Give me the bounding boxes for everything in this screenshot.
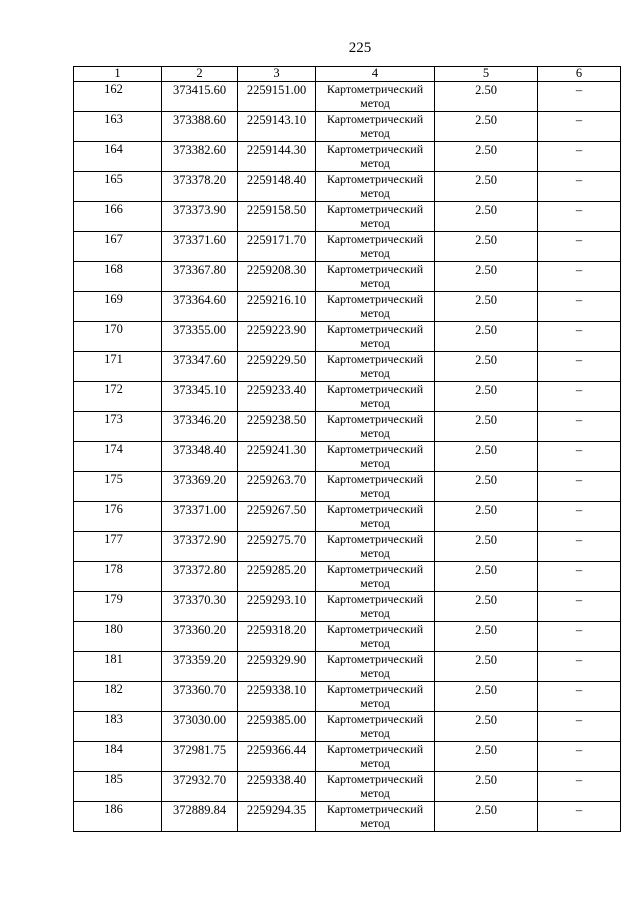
table-row	[74, 592, 621, 622]
note-cell: –	[538, 712, 621, 742]
y-coordinate-cell: 2259263.70	[238, 472, 316, 502]
note-cell: –	[538, 262, 621, 292]
table-row	[74, 532, 621, 562]
accuracy-cell: 2.50	[435, 592, 538, 622]
point-number-cell: 168	[74, 262, 162, 292]
y-coordinate-cell: 2259216.10	[238, 292, 316, 322]
y-coordinate-cell: 2259171.70	[238, 232, 316, 262]
accuracy-cell: 2.50	[435, 802, 538, 832]
y-coordinate-cell: 2259143.10	[238, 112, 316, 142]
x-coordinate-cell: 373345.10	[162, 382, 238, 412]
point-number-cell: 181	[74, 652, 162, 682]
y-coordinate-cell: 2259338.40	[238, 772, 316, 802]
x-coordinate-cell: 373382.60	[162, 142, 238, 172]
method-cell: Картометрический метод	[316, 112, 435, 142]
accuracy-cell: 2.50	[435, 562, 538, 592]
table-row	[74, 472, 621, 502]
method-cell: Картометрический метод	[316, 502, 435, 532]
note-cell: –	[538, 502, 621, 532]
method-cell: Картометрический метод	[316, 412, 435, 442]
y-coordinate-cell: 2259148.40	[238, 172, 316, 202]
point-number-cell: 173	[74, 412, 162, 442]
y-coordinate-cell: 2259285.20	[238, 562, 316, 592]
point-number-cell: 165	[74, 172, 162, 202]
y-coordinate-cell: 2259338.10	[238, 682, 316, 712]
y-coordinate-cell: 2259329.90	[238, 652, 316, 682]
x-coordinate-cell: 373030.00	[162, 712, 238, 742]
page-number: 225	[348, 40, 372, 56]
table-row	[74, 742, 621, 772]
x-coordinate-cell: 373415.60	[162, 82, 238, 112]
column-header: 6	[538, 67, 621, 82]
note-cell: –	[538, 652, 621, 682]
point-number-cell: 185	[74, 772, 162, 802]
point-number-cell: 174	[74, 442, 162, 472]
note-cell: –	[538, 442, 621, 472]
method-cell: Картометрический метод	[316, 382, 435, 412]
point-number-cell: 180	[74, 622, 162, 652]
accuracy-cell: 2.50	[435, 412, 538, 442]
table-row	[74, 292, 621, 322]
y-coordinate-cell: 2259294.35	[238, 802, 316, 832]
method-cell: Картометрический метод	[316, 562, 435, 592]
table-header	[74, 67, 621, 82]
point-number-cell: 171	[74, 352, 162, 382]
x-coordinate-cell: 373378.20	[162, 172, 238, 202]
note-cell: –	[538, 532, 621, 562]
x-coordinate-cell: 373364.60	[162, 292, 238, 322]
note-cell: –	[538, 112, 621, 142]
accuracy-cell: 2.50	[435, 532, 538, 562]
y-coordinate-cell: 2259144.30	[238, 142, 316, 172]
x-coordinate-cell: 373359.20	[162, 652, 238, 682]
x-coordinate-cell: 372981.75	[162, 742, 238, 772]
method-cell: Картометрический метод	[316, 622, 435, 652]
point-number-cell: 179	[74, 592, 162, 622]
method-cell: Картометрический метод	[316, 472, 435, 502]
method-cell: Картометрический метод	[316, 232, 435, 262]
method-cell: Картометрический метод	[316, 142, 435, 172]
table-row	[74, 262, 621, 292]
note-cell: –	[538, 82, 621, 112]
x-coordinate-cell: 372889.84	[162, 802, 238, 832]
y-coordinate-cell: 2259275.70	[238, 532, 316, 562]
y-coordinate-cell: 2259293.10	[238, 592, 316, 622]
column-header: 1	[74, 67, 162, 82]
accuracy-cell: 2.50	[435, 682, 538, 712]
note-cell: –	[538, 682, 621, 712]
method-cell: Картометрический метод	[316, 772, 435, 802]
point-number-cell: 182	[74, 682, 162, 712]
x-coordinate-cell: 373388.60	[162, 112, 238, 142]
method-cell: Картометрический метод	[316, 742, 435, 772]
accuracy-cell: 2.50	[435, 652, 538, 682]
point-number-cell: 184	[74, 742, 162, 772]
method-cell: Картометрический метод	[316, 532, 435, 562]
method-cell: Картометрический метод	[316, 292, 435, 322]
table-row	[74, 652, 621, 682]
table-row	[74, 412, 621, 442]
method-cell: Картометрический метод	[316, 442, 435, 472]
y-coordinate-cell: 2259223.90	[238, 322, 316, 352]
table-row	[74, 202, 621, 232]
note-cell: –	[538, 202, 621, 232]
header-row	[74, 67, 621, 82]
accuracy-cell: 2.50	[435, 172, 538, 202]
table-row	[74, 112, 621, 142]
accuracy-cell: 2.50	[435, 82, 538, 112]
accuracy-cell: 2.50	[435, 292, 538, 322]
note-cell: –	[538, 172, 621, 202]
accuracy-cell: 2.50	[435, 112, 538, 142]
x-coordinate-cell: 373347.60	[162, 352, 238, 382]
point-number-cell: 177	[74, 532, 162, 562]
table-row	[74, 382, 621, 412]
note-cell: –	[538, 562, 621, 592]
note-cell: –	[538, 412, 621, 442]
x-coordinate-cell: 373346.20	[162, 412, 238, 442]
method-cell: Картометрический метод	[316, 592, 435, 622]
x-coordinate-cell: 373371.00	[162, 502, 238, 532]
y-coordinate-cell: 2259241.30	[238, 442, 316, 472]
y-coordinate-cell: 2259208.30	[238, 262, 316, 292]
method-cell: Картометрический метод	[316, 172, 435, 202]
coordinates-table	[73, 66, 621, 832]
table-row	[74, 172, 621, 202]
accuracy-cell: 2.50	[435, 142, 538, 172]
x-coordinate-cell: 373371.60	[162, 232, 238, 262]
x-coordinate-cell: 373372.90	[162, 532, 238, 562]
accuracy-cell: 2.50	[435, 742, 538, 772]
table-row	[74, 502, 621, 532]
note-cell: –	[538, 742, 621, 772]
accuracy-cell: 2.50	[435, 262, 538, 292]
note-cell: –	[538, 232, 621, 262]
accuracy-cell: 2.50	[435, 232, 538, 262]
y-coordinate-cell: 2259318.20	[238, 622, 316, 652]
table-row	[74, 232, 621, 262]
table-row	[74, 802, 621, 832]
note-cell: –	[538, 622, 621, 652]
method-cell: Картометрический метод	[316, 82, 435, 112]
point-number-cell: 183	[74, 712, 162, 742]
point-number-cell: 167	[74, 232, 162, 262]
table-row	[74, 682, 621, 712]
point-number-cell: 162	[74, 82, 162, 112]
y-coordinate-cell: 2259233.40	[238, 382, 316, 412]
method-cell: Картометрический метод	[316, 262, 435, 292]
y-coordinate-cell: 2259267.50	[238, 502, 316, 532]
column-header: 3	[238, 67, 316, 82]
point-number-cell: 172	[74, 382, 162, 412]
table-row	[74, 562, 621, 592]
table-row	[74, 712, 621, 742]
method-cell: Картометрический метод	[316, 322, 435, 352]
x-coordinate-cell: 373360.20	[162, 622, 238, 652]
accuracy-cell: 2.50	[435, 202, 538, 232]
note-cell: –	[538, 292, 621, 322]
point-number-cell: 175	[74, 472, 162, 502]
accuracy-cell: 2.50	[435, 772, 538, 802]
table-body	[74, 82, 621, 832]
x-coordinate-cell: 373370.30	[162, 592, 238, 622]
point-number-cell: 186	[74, 802, 162, 832]
y-coordinate-cell: 2259158.50	[238, 202, 316, 232]
table-row	[74, 442, 621, 472]
x-coordinate-cell: 373373.90	[162, 202, 238, 232]
method-cell: Картометрический метод	[316, 202, 435, 232]
method-cell: Картометрический метод	[316, 712, 435, 742]
note-cell: –	[538, 772, 621, 802]
accuracy-cell: 2.50	[435, 382, 538, 412]
note-cell: –	[538, 352, 621, 382]
table-row	[74, 142, 621, 172]
x-coordinate-cell: 372932.70	[162, 772, 238, 802]
table-row	[74, 772, 621, 802]
point-number-cell: 178	[74, 562, 162, 592]
table-row	[74, 322, 621, 352]
point-number-cell: 170	[74, 322, 162, 352]
column-header: 2	[162, 67, 238, 82]
accuracy-cell: 2.50	[435, 472, 538, 502]
accuracy-cell: 2.50	[435, 352, 538, 382]
column-header: 5	[435, 67, 538, 82]
x-coordinate-cell: 373369.20	[162, 472, 238, 502]
method-cell: Картометрический метод	[316, 682, 435, 712]
method-cell: Картометрический метод	[316, 352, 435, 382]
point-number-cell: 164	[74, 142, 162, 172]
accuracy-cell: 2.50	[435, 622, 538, 652]
note-cell: –	[538, 802, 621, 832]
x-coordinate-cell: 373348.40	[162, 442, 238, 472]
table-row	[74, 622, 621, 652]
accuracy-cell: 2.50	[435, 442, 538, 472]
note-cell: –	[538, 592, 621, 622]
accuracy-cell: 2.50	[435, 502, 538, 532]
accuracy-cell: 2.50	[435, 322, 538, 352]
y-coordinate-cell: 2259366.44	[238, 742, 316, 772]
x-coordinate-cell: 373355.00	[162, 322, 238, 352]
y-coordinate-cell: 2259229.50	[238, 352, 316, 382]
x-coordinate-cell: 373372.80	[162, 562, 238, 592]
table-row	[74, 82, 621, 112]
table-row	[74, 352, 621, 382]
note-cell: –	[538, 142, 621, 172]
point-number-cell: 169	[74, 292, 162, 322]
note-cell: –	[538, 382, 621, 412]
method-cell: Картометрический метод	[316, 652, 435, 682]
y-coordinate-cell: 2259151.00	[238, 82, 316, 112]
y-coordinate-cell: 2259238.50	[238, 412, 316, 442]
x-coordinate-cell: 373367.80	[162, 262, 238, 292]
accuracy-cell: 2.50	[435, 712, 538, 742]
y-coordinate-cell: 2259385.00	[238, 712, 316, 742]
point-number-cell: 166	[74, 202, 162, 232]
point-number-cell: 163	[74, 112, 162, 142]
note-cell: –	[538, 322, 621, 352]
x-coordinate-cell: 373360.70	[162, 682, 238, 712]
method-cell: Картометрический метод	[316, 802, 435, 832]
note-cell: –	[538, 472, 621, 502]
column-header: 4	[316, 67, 435, 82]
point-number-cell: 176	[74, 502, 162, 532]
